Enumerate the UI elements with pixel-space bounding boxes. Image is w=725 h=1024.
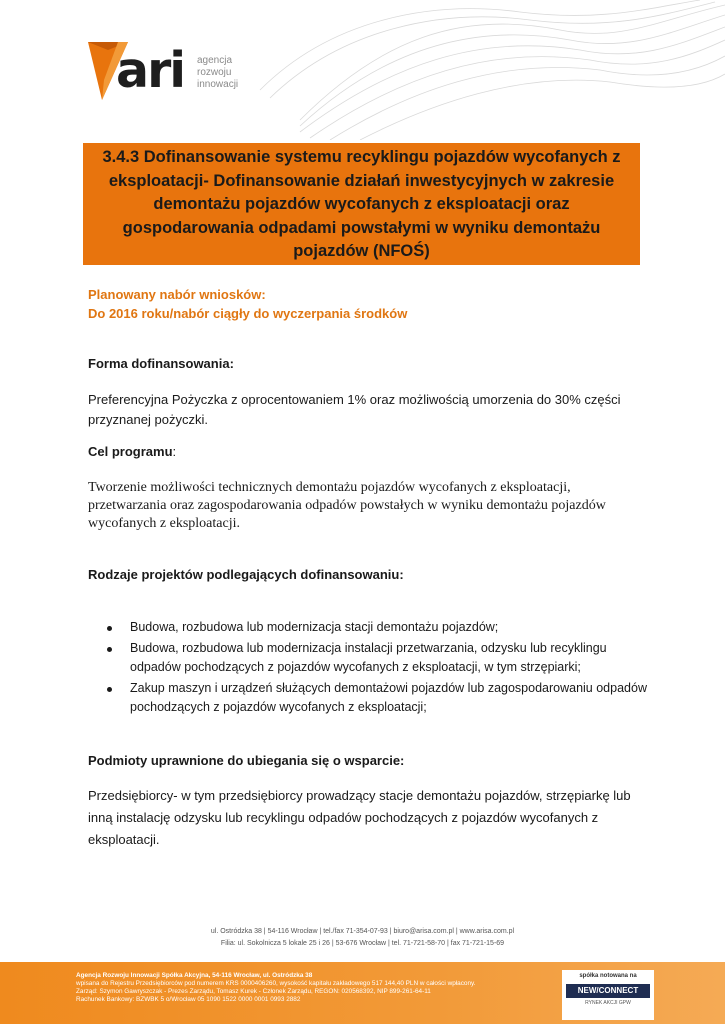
newconnect-logo: NEW/CONNECT (566, 984, 650, 998)
newconnect-badge: spółka notowana na NEW/CONNECT RYNEK AKCJI GPW (562, 970, 654, 1020)
rodzaje-heading: Rodzaje projektów podlegających dofinansowaniu: (88, 567, 404, 582)
forma-heading: Forma dofinansowania: (88, 356, 234, 371)
title-box (83, 143, 640, 265)
list-item: Zakup maszyn i urządzeń służących demontażowi pojazdów lub zagospodarowaniu odpadów pochodzących z pojazdów wycofanych z eksploatacji; (88, 679, 648, 717)
footer-address: ul. Ostródzka 38 | 54-116 Wrocław | tel./fax 71-354-07-93 | biuro@arisa.com.pl | www.arisa.com.pl (210, 928, 515, 935)
title-line: pojazdów (NFOŚ) (293, 242, 430, 260)
title-line: eksploatacji- Dofinansowanie działań inwestycyjnych w zakresie (108, 171, 615, 190)
rodzaje-list (88, 618, 648, 719)
logo-tagline: agencja rozwoju innowacji (197, 55, 239, 90)
bullet-icon (107, 647, 112, 652)
podmioty-text: Przedsiębiorcy- w tym przedsiębiorcy prowadzący stacje demontażu pojazdów, strzępiarkę lub inną instalację odzysku lub recyklingu odpadów pochodzących z pojazdów wycofanych z eksploatacji. (88, 788, 631, 847)
list-item: Budowa, rozbudowa lub modernizacja stacji demontażu pojazdów; (88, 618, 648, 637)
planned-call: Planowany nabór wniosków: Do 2016 roku/nabór ciągły do wyczerpania środków (88, 287, 408, 321)
footer-branch-address: Filia: ul. Sokolnicza 5 lokale 25 i 26 | 53-676 Wrocław | tel. 71-721-58-70 | fax 71-721-15-69 (220, 940, 505, 947)
title-line: demontażu pojazdów wycofanych z eksploatacji oraz (153, 195, 570, 213)
bullet-icon (107, 626, 112, 631)
footer-company-info: Agencja Rozwoju Innowacji Spółka Akcyjna, 54-116 Wrocław, ul. Ostródzka 38 wpisana do Rejestru Przedsiębiorców pod numerem KRS 0000406260, wysokość kapitału zakładowego 517 144,40 PLN w całości wpłacony. Zarząd: Szymon Gawryszczak - Prezes Zarządu, Tomasz Kurek - Członek Zarządu, REGON: 020568392, NIP 899-261-64-11 Rachunek Bankowy: BZWBK 5 o/Wrocław 05 1090 1522 0000 0001 0993 2882 (76, 972, 476, 1003)
bullet-icon (107, 687, 112, 692)
cel-heading: Cel programu: (88, 444, 177, 459)
podmioty-heading: Podmioty uprawnione do ubiegania się o wsparcie: (88, 753, 405, 768)
list-item: Budowa, rozbudowa lub modernizacja instalacji przetwarzania, odzysku lub recyklingu odpadów pochodzących z pojazdów wycofanych z eksploatacji, w tym strzępiarki; (88, 639, 648, 677)
forma-text: Preferencyjna Pożyczka z oprocentowaniem 1% oraz możliwością umorzenia do 30% części przyznanej pożyczki. (88, 392, 621, 427)
logo-wordmark: ari (116, 42, 185, 99)
cel-text: Tworzenie możliwości technicznych demontażu pojazdów wycofanych z eksploatacji, przetwarzania oraz zagospodarowania odpadów powstałych w wyniku demontażu pojazdów wycofanych z eksploatacji. (88, 480, 606, 531)
title-line: 3.4.3 Dofinansowanie systemu recyklingu pojazdów wycofanych z (102, 148, 621, 166)
title-line: gospodarowania odpadami powstałymi w wyniku demontażu (122, 218, 601, 237)
